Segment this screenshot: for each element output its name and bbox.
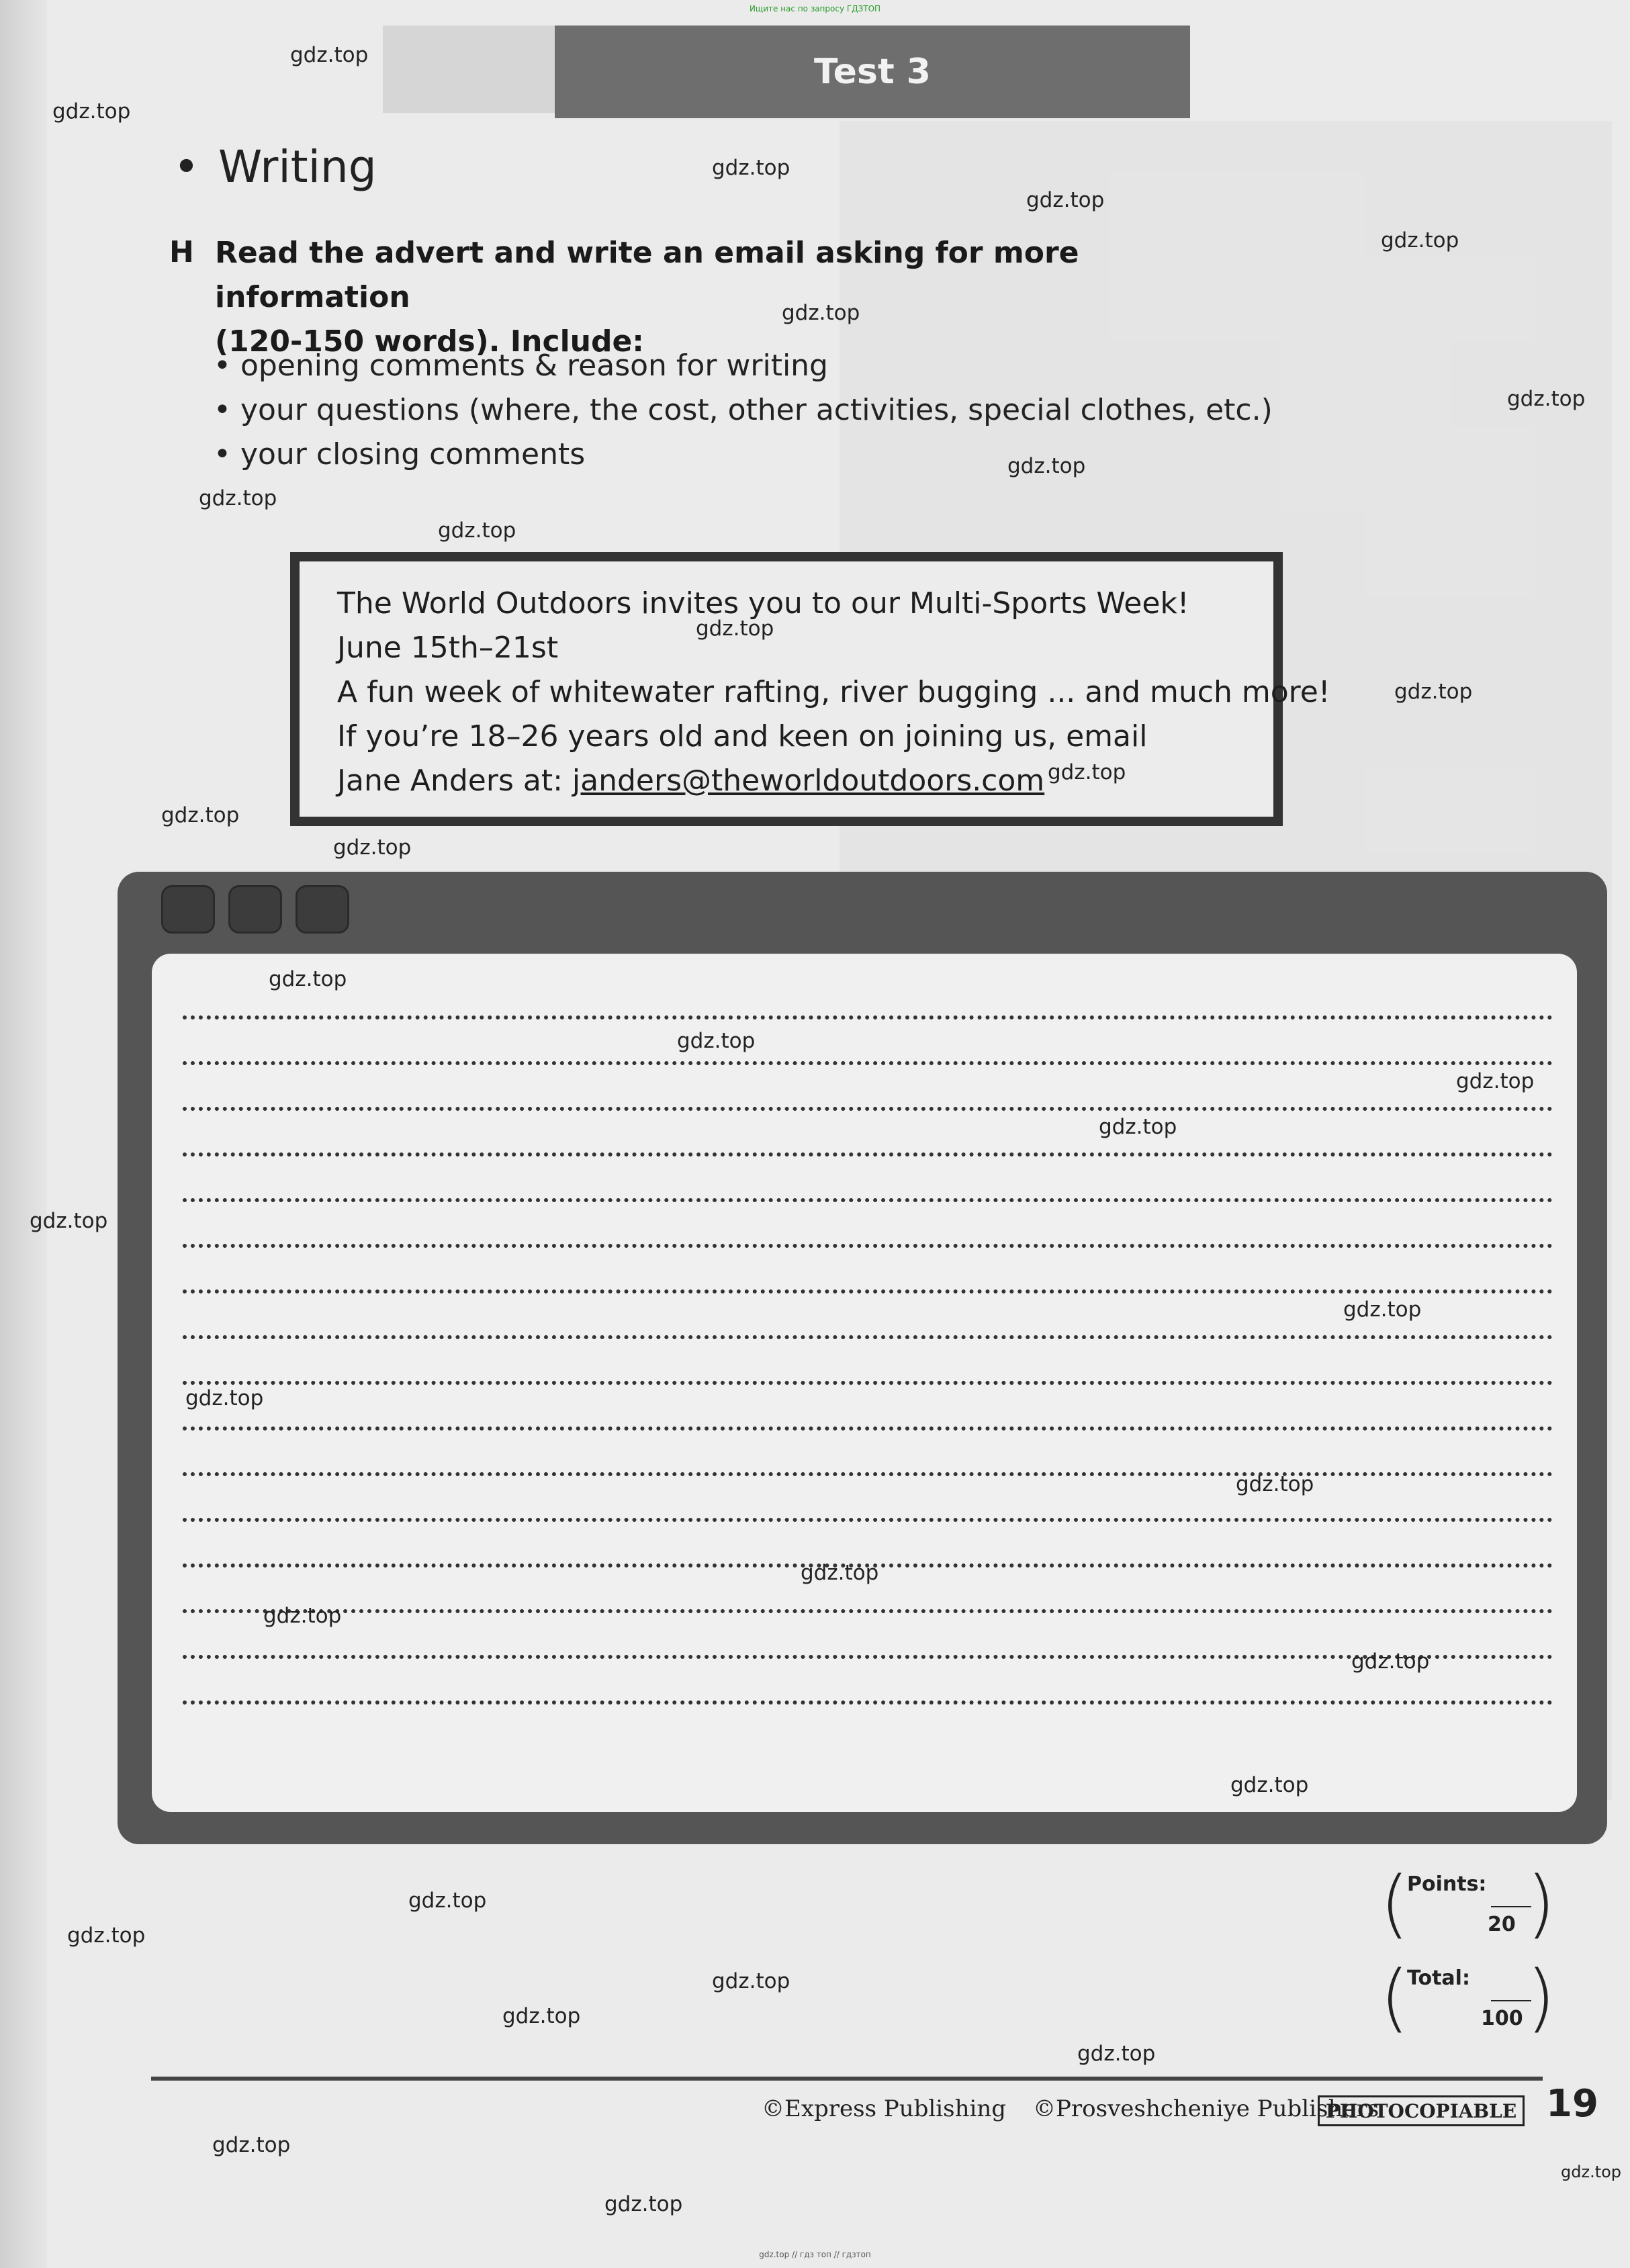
- section-title-text: Writing: [218, 141, 377, 193]
- test-label: Test 3: [814, 52, 931, 92]
- watermark: gdz.top: [1456, 1069, 1535, 1093]
- total-score-box: [1380, 1954, 1555, 2040]
- watermark: gdz.top: [1381, 228, 1459, 253]
- page-number: 19: [1546, 2082, 1598, 2126]
- answer-line[interactable]: [183, 1426, 1553, 1431]
- test-header: [555, 26, 1190, 118]
- watermark: gdz.top: [290, 43, 369, 67]
- watermark: gdz.top: [185, 1386, 264, 1410]
- answer-line[interactable]: [183, 1700, 1553, 1705]
- watermark: gdz.top: [1077, 2042, 1156, 2066]
- watermark: gdz.top: [712, 1969, 790, 1993]
- copyright-notice: [762, 2095, 1379, 2122]
- task-instruction-line2: (120-150 words). Include:: [215, 324, 644, 359]
- paren-open-icon: (: [1380, 1954, 1409, 2040]
- advert-line: If you’re 18–26 years old and keen on joining us, email: [337, 719, 1148, 754]
- answer-line[interactable]: [183, 1244, 1553, 1248]
- book-spine-shadow: [0, 0, 47, 2268]
- watermark: gdz.top: [712, 156, 790, 180]
- task-bullet: • your questions (where, the cost, other activities, special clothes, etc.): [214, 388, 1273, 433]
- section-title: [173, 141, 377, 193]
- watermark: gdz.top: [438, 518, 516, 543]
- photocopiable-badge: PHOTOCOPIABLE: [1318, 2095, 1525, 2126]
- watermark: gdz.top: [333, 835, 412, 860]
- watermark: gdz.top: [1507, 387, 1586, 411]
- watermark: gdz.top: [1561, 2163, 1622, 2181]
- fraction-bar: [1491, 2000, 1531, 2001]
- fraction-bar: [1491, 1906, 1531, 1907]
- watermark: gdz.top: [677, 1029, 756, 1053]
- advert-email-prefix: Jane Anders at:: [337, 764, 572, 798]
- paren-close-icon: ): [1527, 1860, 1555, 1946]
- watermark: gdz.top: [1236, 1472, 1314, 1496]
- advert-line: June 15th–21st: [337, 631, 559, 665]
- answer-line[interactable]: [183, 1609, 1553, 1613]
- paren-open-icon: (: [1380, 1860, 1409, 1946]
- watermark: gdz.top: [1099, 1115, 1177, 1139]
- answer-line[interactable]: [183, 1152, 1553, 1156]
- task-instruction-line1: Read the advert and write an email asking for more information: [215, 236, 1079, 314]
- watermark: gdz.top: [502, 2004, 581, 2028]
- points-max: 20: [1488, 1913, 1516, 1936]
- total-max: 100: [1481, 2007, 1523, 2030]
- answer-line[interactable]: [183, 1472, 1553, 1476]
- watermark: gdz.top: [1351, 1649, 1430, 1674]
- answer-line[interactable]: [183, 1289, 1553, 1294]
- window-button-icon: [228, 885, 282, 934]
- watermark: gdz.top: [696, 617, 774, 641]
- copyright-prosveshcheniye: ©Prosveshcheniye Publishers: [1033, 2095, 1379, 2122]
- window-button-icon: [161, 885, 215, 934]
- watermark: gdz.top: [52, 99, 131, 124]
- watermark: gdz.top: [1394, 680, 1473, 704]
- advert-box: [290, 552, 1330, 826]
- watermark: gdz.top: [801, 1561, 879, 1585]
- paren-close-icon: ): [1527, 1954, 1555, 2040]
- answer-line[interactable]: [183, 1655, 1553, 1659]
- points-label: Points:: [1407, 1872, 1487, 1896]
- watermark: gdz.top: [67, 1923, 146, 1948]
- watermark: gdz.top: [1048, 760, 1126, 784]
- answer-line[interactable]: [183, 1381, 1553, 1385]
- answer-line[interactable]: [183, 1198, 1553, 1202]
- advert-line: The World Outdoors invites you to our Multi-Sports Week!: [337, 586, 1189, 621]
- task-bullet: • your closing comments: [214, 433, 1273, 477]
- bottom-banner: gdz.top // гдз топ // гдзтоп: [759, 2250, 871, 2259]
- points-score-box: [1380, 1860, 1555, 1946]
- header-ghost-block: [383, 26, 557, 113]
- watermark: gdz.top: [1026, 188, 1105, 212]
- watermark: gdz.top: [161, 803, 240, 827]
- watermark: gdz.top: [30, 1209, 108, 1233]
- advert-email-link[interactable]: janders@theworldoutdoors.com: [572, 764, 1045, 798]
- bullet-icon: •: [173, 141, 199, 193]
- answer-line[interactable]: [183, 1518, 1553, 1522]
- watermark: gdz.top: [1007, 454, 1086, 478]
- watermark: gdz.top: [782, 301, 860, 325]
- watermark: gdz.top: [263, 1604, 342, 1628]
- answer-line[interactable]: [183, 1061, 1553, 1065]
- top-banner: Ищите нас по запросу ГДЗТОП: [749, 4, 881, 13]
- copyright-express: ©Express Publishing: [762, 2095, 1007, 2122]
- total-label: Total:: [1407, 1966, 1470, 1990]
- watermark: gdz.top: [199, 486, 277, 510]
- answer-line[interactable]: [183, 1335, 1553, 1339]
- watermark: gdz.top: [1343, 1298, 1422, 1322]
- footer-divider: [151, 2077, 1543, 2081]
- watermark: gdz.top: [1230, 1773, 1309, 1797]
- watermark: gdz.top: [212, 2133, 291, 2157]
- answer-line[interactable]: [183, 1107, 1553, 1111]
- task-bullet: • opening comments & reason for writing: [214, 344, 1273, 388]
- answer-line[interactable]: [183, 1015, 1553, 1019]
- task-bullet-list: [214, 344, 1273, 477]
- watermark: gdz.top: [269, 967, 347, 991]
- advert-line: A fun week of whitewater rafting, river bugging ... and much more!: [337, 675, 1330, 709]
- window-button-icon: [296, 885, 349, 934]
- watermark: gdz.top: [408, 1889, 487, 1913]
- watermark: gdz.top: [604, 2192, 683, 2216]
- task-letter: H: [169, 235, 194, 269]
